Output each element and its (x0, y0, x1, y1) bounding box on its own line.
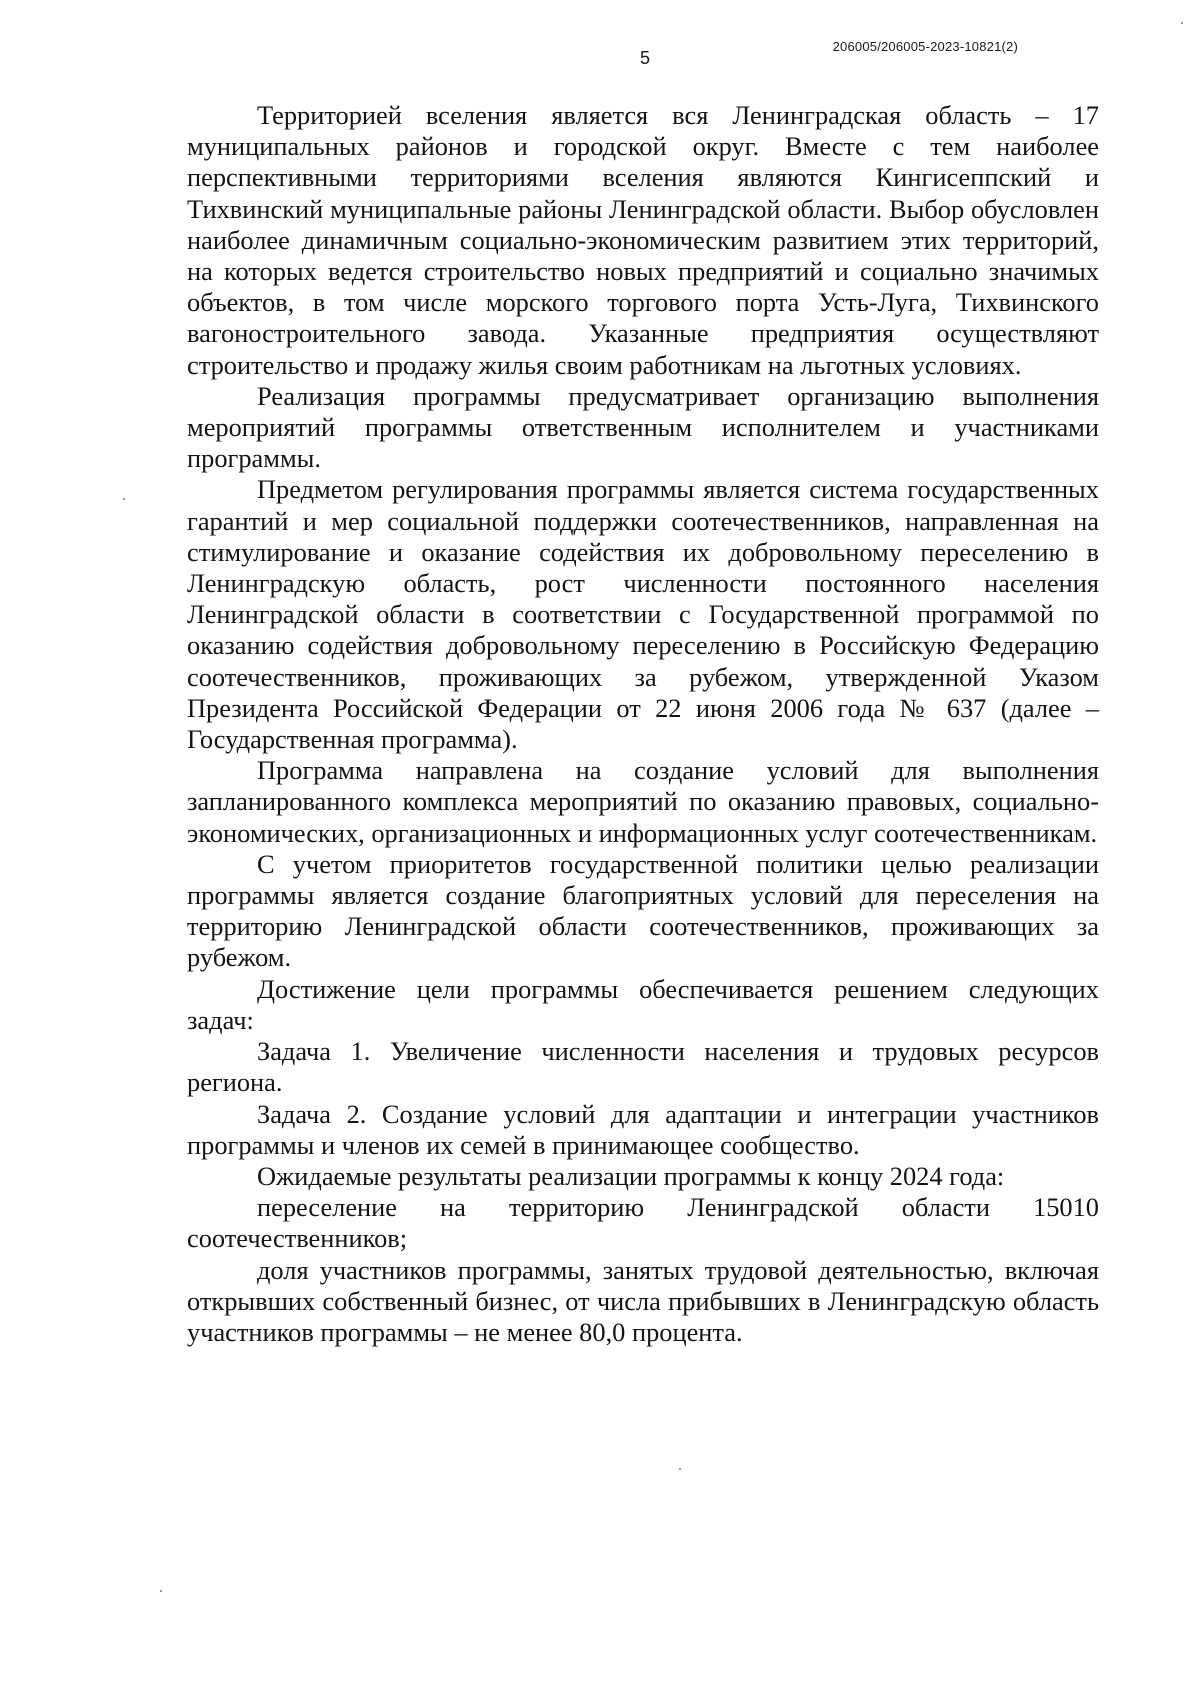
paragraph-task-1: Задача 1. Увеличение численности населения и трудовых ресурсов региона. (187, 1036, 1099, 1098)
scan-speck (123, 498, 125, 500)
document-id: 206005/206005-2023-10821(2) (832, 39, 1018, 54)
paragraph-expected-results: Ожидаемые результаты реализации программы к концу 2024 года: (257, 1160, 1005, 1191)
scan-speck (160, 1590, 162, 1592)
paragraph-result-resettlement: переселение на территорию Ленинградской области 15010 соотечественников; (187, 1192, 1099, 1254)
page-number: 5 (639, 48, 650, 68)
scan-speck (679, 1468, 681, 1470)
paragraph-tasks-intro: Достижение цели программы обеспечивается решением следующих задач: (187, 973, 1099, 1035)
paragraph-implementation: Реализация программы предусматривает организацию выполнения мероприятий программы ответственным исполнителем и участниками программы. (187, 380, 1099, 474)
paragraph-result-employment: доля участников программы, занятых трудовой деятельностью, включая открывших собственный бизнес, от числа прибывших в Ленинградскую область участников программы – не менее 80,0 процента. (187, 1254, 1099, 1347)
paragraph-regulation-subject: Предметом регулирования программы является система государственных гарантий и мер социальной поддержки соотечественников, направленная на стимулирование и оказание содействия их добровольному переселению в Ленинградскую область, рост численности постоянного населения Ленинградской области в соответствии с Государственной программой по оказанию содействия добровольному переселению в Российскую Федерацию соотечественников, проживающих за рубежом, утвержденной Указом Президента Российской Федерации от 22 июня 2006 года № 637 (далее – Государственная программа). (187, 474, 1099, 755)
paragraph-territory: Территорией вселения является вся Ленинградская область – 17 муниципальных районов и городской округ. Вместе с тем наиболее перспективными территориями вселения являются Кингисеппский и Тихвинский муниципальные районы Ленинградской области. Выбор обусловлен наиболее динамичным социально-экономическим развитием этих территорий, на которых ведется строительство новых предприятий и социально значимых объектов, в том числе морского торгового порта Усть-Луга, Тихвинского вагоностроительного завода. Указанные предприятия осуществляют строительство и продажу жилья своим работникам на льготных условиях. (187, 100, 1099, 380)
paragraph-program-goal: С учетом приоритетов государственной политики целью реализации программы является создание благоприятных условий для переселения на территорию Ленинградской области соотечественников, проживающих за рубежом. (187, 848, 1099, 973)
body-text (187, 100, 1099, 1348)
scan-speck (1181, 22, 1183, 24)
paragraph-program-direction: Программа направлена на создание условий для выполнения запланированного комплекса мероприятий по оказанию правовых, социально-экономических, организационных и информационных услуг соотечественникам. (187, 755, 1099, 848)
paragraph-task-2: Задача 2. Создание условий для адаптации и интеграции участников программы и членов их семей в принимающее сообщество. (187, 1098, 1099, 1160)
